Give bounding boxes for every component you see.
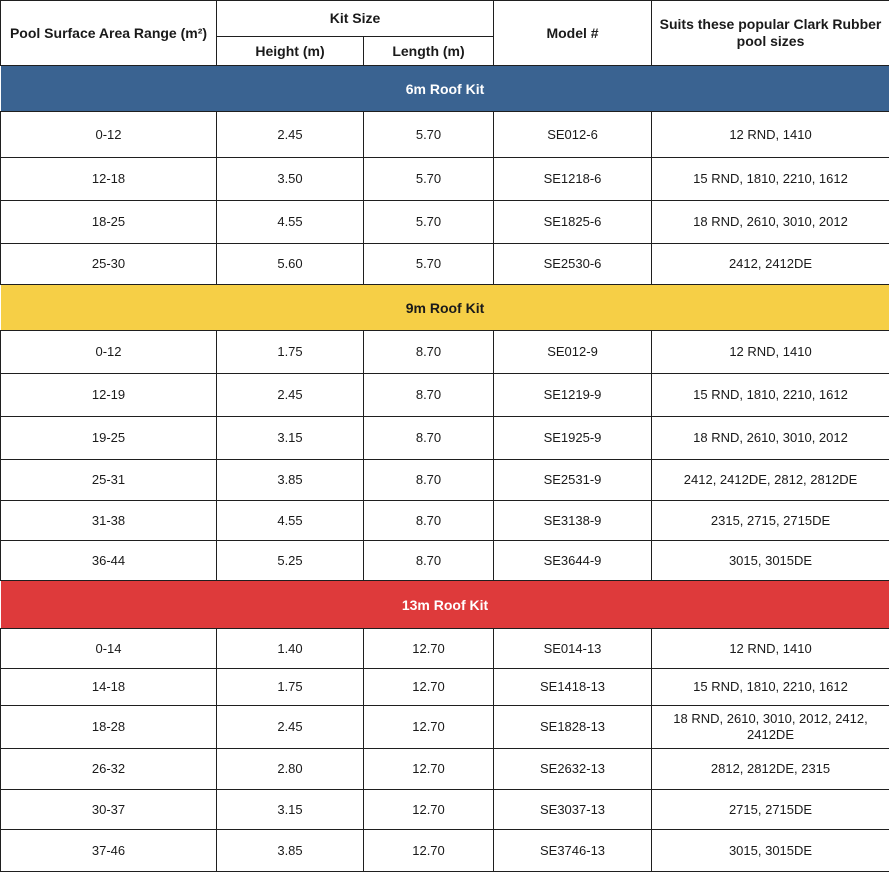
table-row	[1, 749, 889, 790]
cell-height: 4.55	[217, 501, 364, 541]
cell-range: 25-31	[1, 460, 217, 501]
cell-model: SE012-9	[494, 331, 652, 374]
table-row	[1, 331, 889, 374]
cell-height: 2.45	[217, 374, 364, 417]
cell-range: 25-30	[1, 244, 217, 285]
cell-range: 26-32	[1, 749, 217, 790]
cell-suits: 2812, 2812DE, 2315	[652, 749, 889, 790]
cell-range: 18-28	[1, 706, 217, 749]
cell-range: 31-38	[1, 501, 217, 541]
cell-height: 3.85	[217, 460, 364, 501]
table-row	[1, 158, 889, 201]
cell-range: 19-25	[1, 417, 217, 460]
table-row	[1, 706, 889, 749]
cell-suits: 3015, 3015DE	[652, 541, 889, 581]
header-area-range: Pool Surface Area Range (m²)	[1, 1, 217, 66]
cell-model: SE1219-9	[494, 374, 652, 417]
table-row	[1, 629, 889, 669]
cell-length: 5.70	[364, 201, 494, 244]
cell-length: 5.70	[364, 158, 494, 201]
cell-height: 3.85	[217, 830, 364, 872]
table-row	[1, 669, 889, 706]
cell-range: 36-44	[1, 541, 217, 581]
cell-model: SE3746-13	[494, 830, 652, 872]
cell-height: 1.75	[217, 669, 364, 706]
cell-height: 5.25	[217, 541, 364, 581]
cell-height: 2.80	[217, 749, 364, 790]
cell-suits: 2715, 2715DE	[652, 790, 889, 830]
section-header-row	[1, 66, 889, 112]
cell-length: 5.70	[364, 112, 494, 158]
table-row	[1, 460, 889, 501]
cell-suits: 15 RND, 1810, 2210, 1612	[652, 669, 889, 706]
cell-model: SE2531-9	[494, 460, 652, 501]
cell-range: 0-14	[1, 629, 217, 669]
header-suits: Suits these popular Clark Rubber pool sizes	[652, 1, 889, 66]
cell-height: 3.15	[217, 790, 364, 830]
cell-range: 12-19	[1, 374, 217, 417]
table-row	[1, 790, 889, 830]
cell-height: 2.45	[217, 112, 364, 158]
cell-length: 12.70	[364, 790, 494, 830]
table-row	[1, 112, 889, 158]
header-length: Length (m)	[364, 37, 494, 66]
cell-model: SE2632-13	[494, 749, 652, 790]
cell-height: 3.15	[217, 417, 364, 460]
header-kit-size: Kit Size	[217, 1, 494, 37]
cell-length: 12.70	[364, 706, 494, 749]
cell-height: 4.55	[217, 201, 364, 244]
cell-model: SE1828-13	[494, 706, 652, 749]
cell-length: 8.70	[364, 374, 494, 417]
cell-range: 30-37	[1, 790, 217, 830]
cell-range: 18-25	[1, 201, 217, 244]
table-body	[1, 66, 889, 872]
cell-length: 8.70	[364, 417, 494, 460]
cell-height: 3.50	[217, 158, 364, 201]
cell-suits: 15 RND, 1810, 2210, 1612	[652, 374, 889, 417]
table-row	[1, 417, 889, 460]
cell-range: 12-18	[1, 158, 217, 201]
cell-suits: 18 RND, 2610, 3010, 2012, 2412, 2412DE	[652, 706, 889, 749]
cell-suits: 18 RND, 2610, 3010, 2012	[652, 201, 889, 244]
cell-suits: 3015, 3015DE	[652, 830, 889, 872]
cell-length: 8.70	[364, 541, 494, 581]
cell-model: SE1218-6	[494, 158, 652, 201]
cell-model: SE1825-6	[494, 201, 652, 244]
cell-range: 0-12	[1, 331, 217, 374]
cell-model: SE3644-9	[494, 541, 652, 581]
table-row	[1, 830, 889, 872]
cell-range: 0-12	[1, 112, 217, 158]
cell-length: 8.70	[364, 501, 494, 541]
cell-suits: 12 RND, 1410	[652, 112, 889, 158]
cell-suits: 15 RND, 1810, 2210, 1612	[652, 158, 889, 201]
cell-suits: 2412, 2412DE	[652, 244, 889, 285]
cell-model: SE3037-13	[494, 790, 652, 830]
cell-length: 5.70	[364, 244, 494, 285]
cell-model: SE1925-9	[494, 417, 652, 460]
cell-model: SE014-13	[494, 629, 652, 669]
cell-height: 2.45	[217, 706, 364, 749]
cell-model: SE1418-13	[494, 669, 652, 706]
cell-length: 12.70	[364, 830, 494, 872]
section-title: 13m Roof Kit	[1, 581, 889, 629]
cell-model: SE3138-9	[494, 501, 652, 541]
cell-model: SE012-6	[494, 112, 652, 158]
cell-suits: 12 RND, 1410	[652, 331, 889, 374]
cell-length: 12.70	[364, 669, 494, 706]
section-header-row	[1, 581, 889, 629]
cell-suits: 2412, 2412DE, 2812, 2812DE	[652, 460, 889, 501]
header-model: Model #	[494, 1, 652, 66]
cell-suits: 2315, 2715, 2715DE	[652, 501, 889, 541]
table-row	[1, 541, 889, 581]
table-row	[1, 374, 889, 417]
section-title: 6m Roof Kit	[1, 66, 889, 112]
header-height: Height (m)	[217, 37, 364, 66]
cell-suits: 18 RND, 2610, 3010, 2012	[652, 417, 889, 460]
cell-height: 5.60	[217, 244, 364, 285]
cell-length: 12.70	[364, 749, 494, 790]
section-title: 9m Roof Kit	[1, 285, 889, 331]
section-header-row	[1, 285, 889, 331]
cell-length: 8.70	[364, 460, 494, 501]
cell-suits: 12 RND, 1410	[652, 629, 889, 669]
table-row	[1, 244, 889, 285]
table-header	[1, 1, 889, 66]
table-row	[1, 501, 889, 541]
cell-length: 8.70	[364, 331, 494, 374]
cell-range: 14-18	[1, 669, 217, 706]
cell-height: 1.40	[217, 629, 364, 669]
cell-model: SE2530-6	[494, 244, 652, 285]
table-row	[1, 201, 889, 244]
cell-height: 1.75	[217, 331, 364, 374]
cell-range: 37-46	[1, 830, 217, 872]
cell-length: 12.70	[364, 629, 494, 669]
